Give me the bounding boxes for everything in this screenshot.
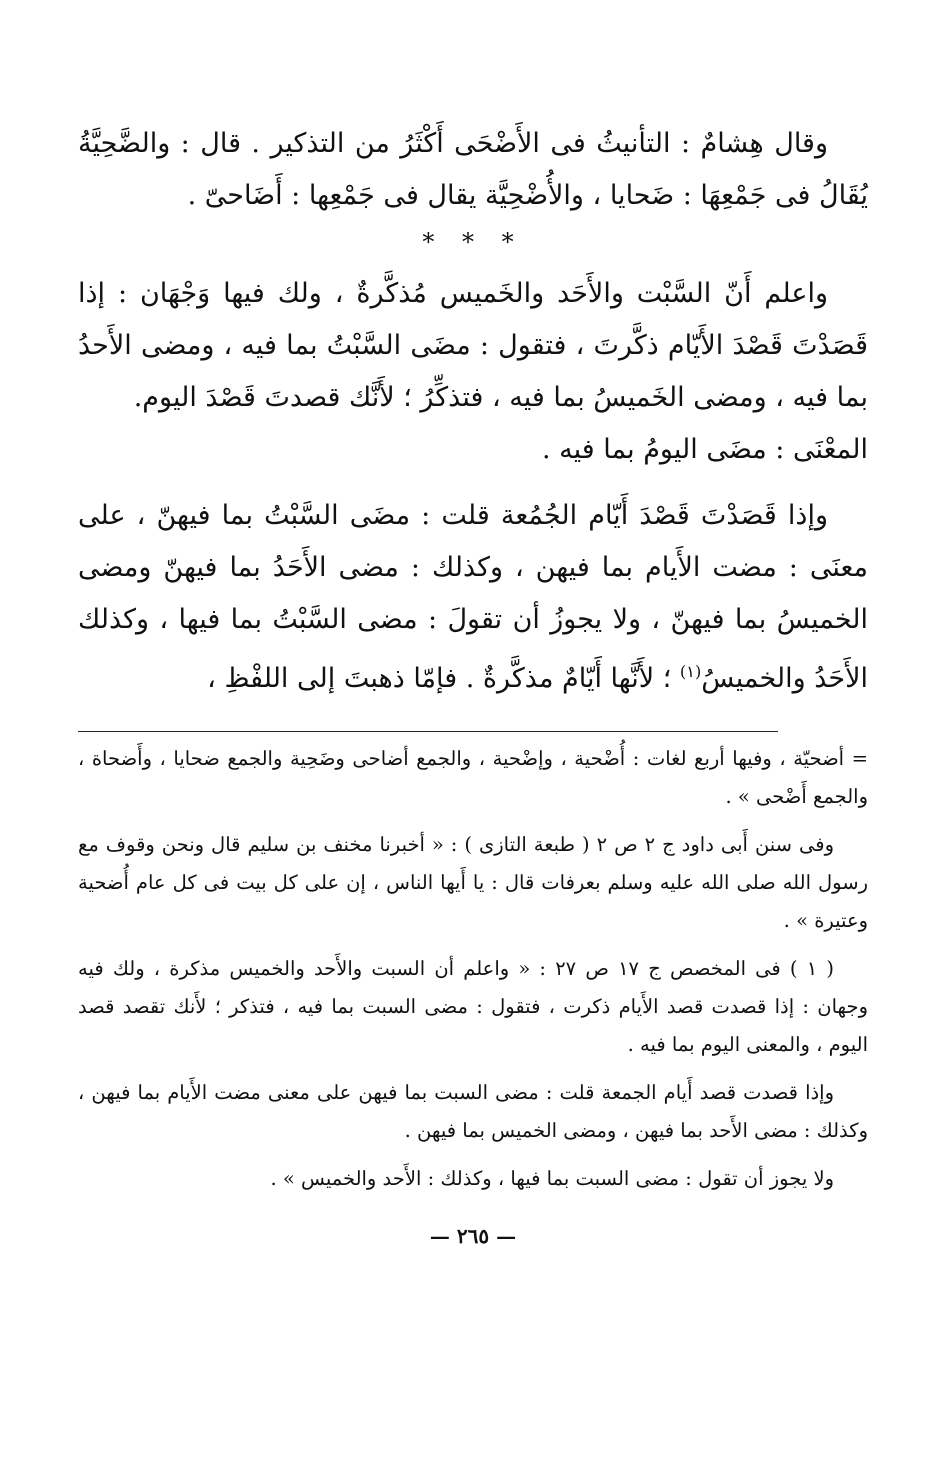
paragraph-meaning: المعْنَى : مضَى اليومُ بما فيه . xyxy=(542,434,868,465)
footnote-1-cont-b: ولا يجوز أن تقول : مضى السبت بما فيها ، وكذلك : الأَحد والخميس » . xyxy=(270,1167,834,1190)
section-separator: * * * xyxy=(422,228,524,256)
footnotes xyxy=(78,740,868,1198)
footnote-1-cont-a: وإذا قصدت قصد أَيام الجمعة قلت : مضى السبت بما فيهن على معنى مضت الأَيام بما فيهن ، وكذلك : مضى الأَحد بما فيهن ، ومضى الخميس بما فيهن . xyxy=(78,1081,868,1142)
main-text xyxy=(78,118,868,705)
paragraph-hisham: وقال هِشامٌ : التأنيثُ فى الأَضْحَى أَكْثَرُ من التذكير . قال : والضَّحِيَّةُ يُقَالُ فى جَمْعِهَا : ضَحايا ، والأُضْحِيَّة يقال فى جَمْعِها : أَضَاحىّ . xyxy=(78,128,868,211)
paragraph-week-days xyxy=(78,490,868,705)
page-number: — ٢٦٥ — xyxy=(429,1224,517,1248)
footnote-continuation: = أضحيّة ، وفيها أربع لغات : أُضْحية ، وإضْحية ، والجمع أضاحى وضَحِية والجمع ضحايا ، وأَضحاة ، والجمع أَضْحى » . xyxy=(78,747,868,808)
footnote-divider xyxy=(78,731,778,732)
footnote-1: ( ١ ) فى المخصص ج ١٧ ص ٢٧ : « واعلم أن السبت والأَحد والخميس مذكرة ، ولك فيه وجهان : إذا قصدت قصد الأَيام ذكرت ، فتقول : مضى السبت بما فيه ، فتذكر ؛ لأَنك تقصد قصد اليوم ، والمعنى اليوم بما فيه . xyxy=(78,957,868,1056)
footnote-ref: (١) xyxy=(679,662,702,681)
book-page xyxy=(78,118,868,1438)
paragraph-week-days-text: وإذا قَصَدْتَ قَصْدَ أَيّام الجُمُعة قلت : مضَى السَّبْتُ بما فيهنّ ، على معنَى : مضت الأَيام بما فيهن ، وكذلك : مضى الأَحَدُ بما فيهنّ ومضى الخميسُ بما فيهنّ ، ولا يجوزُ أن تقولَ : مضى السَّبْتُ بما فيها ، وكذلك الأَحَدُ والخميسُ xyxy=(78,500,868,694)
paragraph-days-gender: واعلم أَنّ السَّبْت والأَحَد والخَميس مُذكَّرةٌ ، ولك فيها وَجْهَان : إذا قَصَدْتَ قَصْدَ الأَيّام ذكَّرتَ ، فتقول : مضَى السَّبْتُ بما فيه ، ومضى الأَحدُ بما فيه ، ومضى الخَميسُ بما فيه ، فتذكِّرُ ؛ لأَنَّك قصدتَ قَصْدَ اليوم. xyxy=(78,278,868,413)
footnote-abu-dawud: وفى سنن أَبى داود ج ٢ ص ٢ ( طبعة التازى ) : « أخبرنا مخنف بن سليم قال ونحن وقوف مع رسول الله صلى الله عليه وسلم بعرفات قال : يا أَيها الناس ، إن على كل بيت فى كل عام أُضحية وعتيرة » . xyxy=(78,833,868,932)
paragraph-week-days-end: ؛ لأَنَّها أَيّامٌ مذكَّرةٌ . فإمّا ذهبتَ إلى اللفْظِ ، xyxy=(207,663,672,694)
